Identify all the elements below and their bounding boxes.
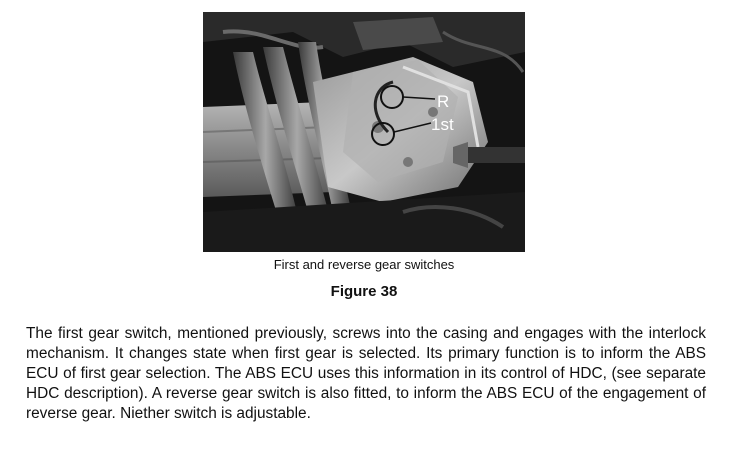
gearbox-photo bbox=[203, 12, 525, 252]
figure-number: Figure 38 bbox=[330, 283, 398, 300]
figure-caption: First and reverse gear switches bbox=[273, 257, 455, 272]
gearbox-illustration bbox=[203, 12, 525, 252]
first-callout-label: 1st bbox=[431, 115, 454, 134]
reverse-callout-label: R bbox=[437, 92, 450, 111]
body-paragraph: The first gear switch, mentioned previously, screws into the casing and engages with the interlock mechanism. It changes state when first gear is selected. Its primary function is to inform the ABS ECU of first gear selection. The ABS ECU uses this information in its control of HDC, (see separate HDC description). A reverse gear switch is also fitted, to inform the ABS ECU of the engagement of reverse gear. Niether switch is adjustable. bbox=[26, 325, 706, 422]
